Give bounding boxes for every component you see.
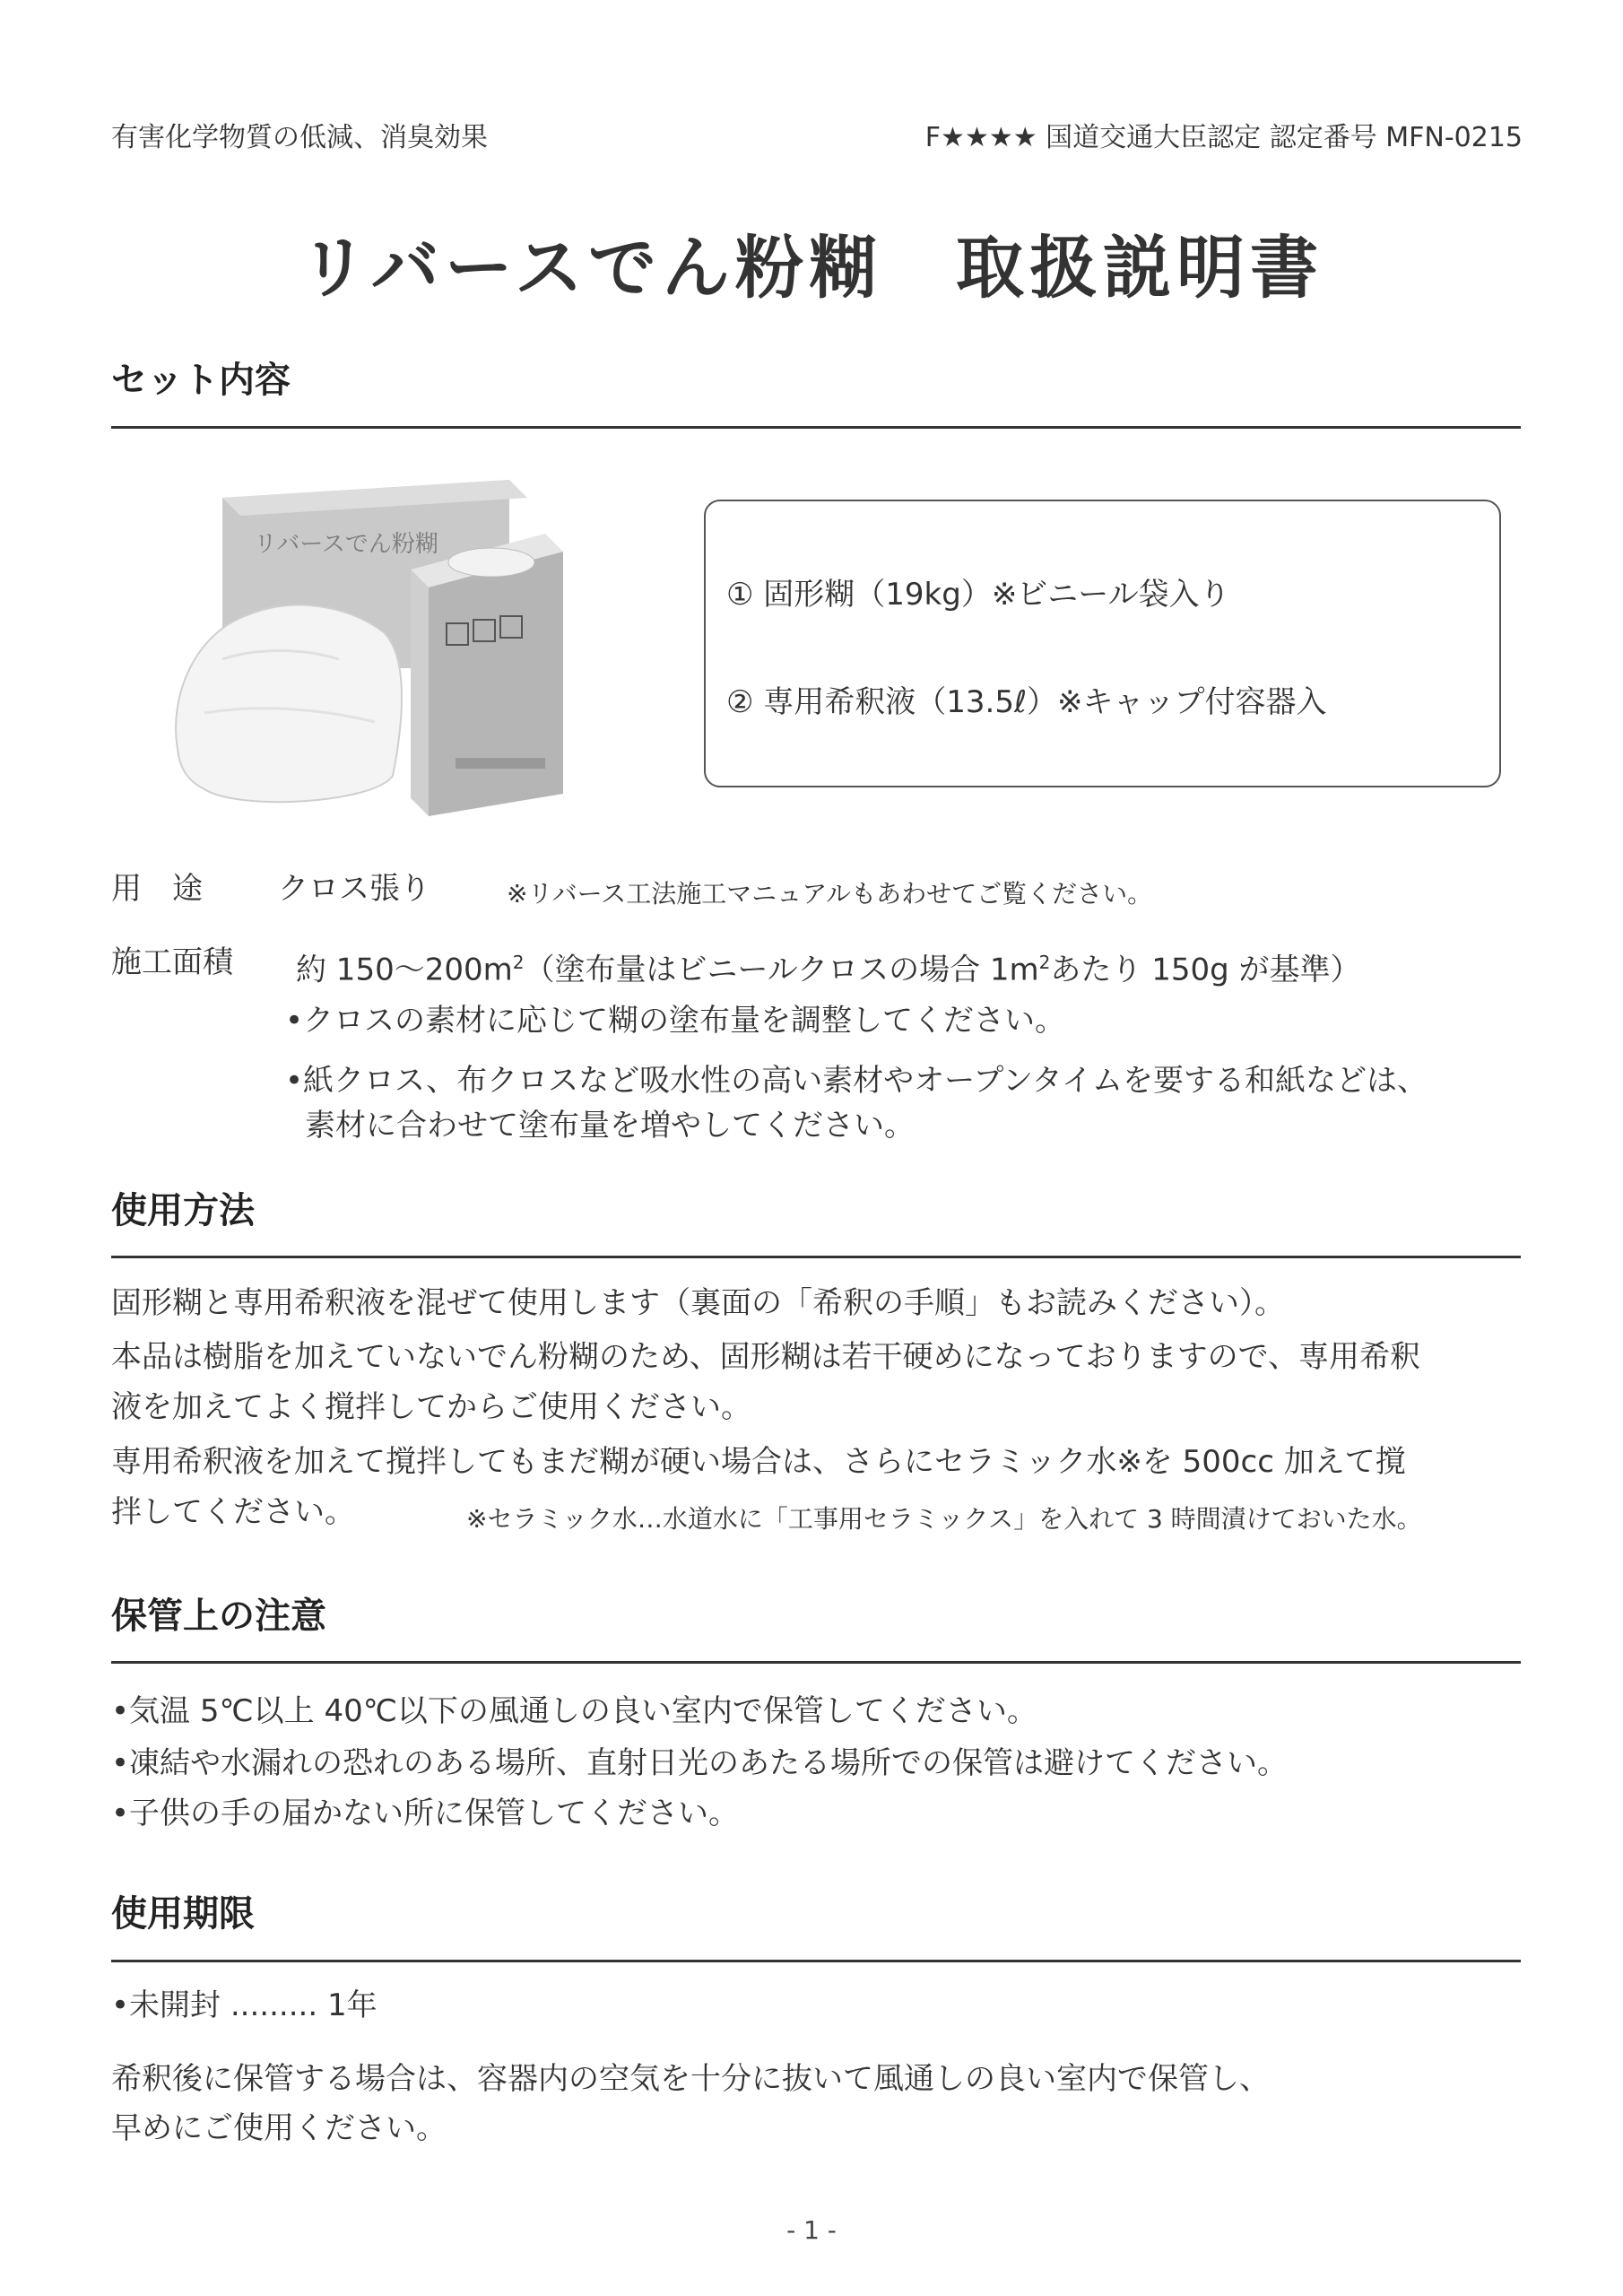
usage-label: 用 途 — [111, 871, 203, 907]
storage-item: •子供の手の届かない所に保管してください。 — [111, 1796, 740, 1831]
storage-item: •気温 5℃以上 40℃以下の風通しの良い室内で保管してください。 — [111, 1693, 1037, 1729]
method-line-4: 専用希釈液を加えて撹拌してもまだ糊が硬い場合は、さらにセラミック水※を 500cc 加えて撹 — [111, 1444, 1406, 1480]
area-label: 施工面積 — [111, 944, 233, 980]
storage-item: •凍結や水漏れの恐れのある場所、直射日光のあたる場所での保管は避けてください。 — [111, 1745, 1289, 1781]
section-heading-expiry: 使用期限 — [111, 1893, 255, 1935]
contents-item-diluent: ② 専用希釈液（13.5ℓ）※キャップ付容器入 — [726, 684, 1327, 720]
contents-item-solid-paste: ① 固形糊（19kg）※ビニール袋入り — [726, 577, 1230, 613]
section-divider — [111, 1661, 1521, 1664]
box-label-text: リバースでん粉糊 — [254, 531, 438, 558]
method-line-5: 拌してください。 — [111, 1494, 355, 1530]
expiry-unopened: •未開封 ......... 1年 — [111, 1987, 378, 2023]
page-number: - 1 - — [786, 2215, 837, 2245]
expiry-note-line-2: 早めにご使用ください。 — [111, 2110, 447, 2146]
method-line-1: 固形糊と専用希釈液を混ぜて使用します（裏面の「希釈の手順」もお読みください）。 — [111, 1285, 1285, 1321]
area-value: 約 $150\sim 200m^2$（塗布量はビニールクロスの場合 $1m^2$あたり 150g が基準） — [296, 952, 1361, 988]
usage-value: クロス張り — [278, 871, 430, 907]
header-certification-text: F★★★★ 国道交通大臣認定 認定番号 MFN-0215 — [924, 122, 1523, 153]
section-divider — [111, 426, 1521, 429]
method-line-2: 本品は樹脂を加えていないでん粉糊のため、固形糊は若干硬めになっておりますので、専用希釈 — [111, 1339, 1420, 1375]
section-heading-method: 使用方法 — [111, 1190, 255, 1231]
method-line-3: 液を加えてよく撹拌してからご使用ください。 — [111, 1389, 751, 1425]
section-heading-set-contents: セット内容 — [111, 360, 291, 401]
area-bullet-absorbent-line2: 素材に合わせて塗布量を増やしてください。 — [305, 1108, 915, 1144]
section-heading-storage: 保管上の注意 — [111, 1596, 326, 1637]
header-left-text: 有害化学物質の低減、消臭効果 — [111, 122, 488, 153]
product-photo — [169, 480, 608, 821]
expiry-note-line-1: 希釈後に保管する場合は、容器内の空気を十分に抜いて風通しの良い室内で保管し、 — [111, 2061, 1270, 2097]
area-bullet-adjust: •クロスの素材に応じて糊の塗布量を調整してください。 — [285, 1003, 1066, 1039]
section-divider — [111, 1256, 1521, 1258]
section-divider — [111, 1960, 1521, 1962]
contents-list-box — [704, 500, 1501, 787]
area-bullet-absorbent-line1: •紙クロス、布クロスなど吸水性の高い素材やオープンタイムを要する和紙などは、 — [285, 1063, 1428, 1099]
document-title: リバースでん粉糊 取扱説明書 — [299, 228, 1324, 308]
usage-note: ※リバース工法施工マニュアルもあわせてご覧ください。 — [507, 879, 1153, 909]
ceramic-water-note: ※セラミック水…水道水に「工事用セラミックス」を入れて 3 時間漬けておいた水。 — [466, 1504, 1422, 1534]
